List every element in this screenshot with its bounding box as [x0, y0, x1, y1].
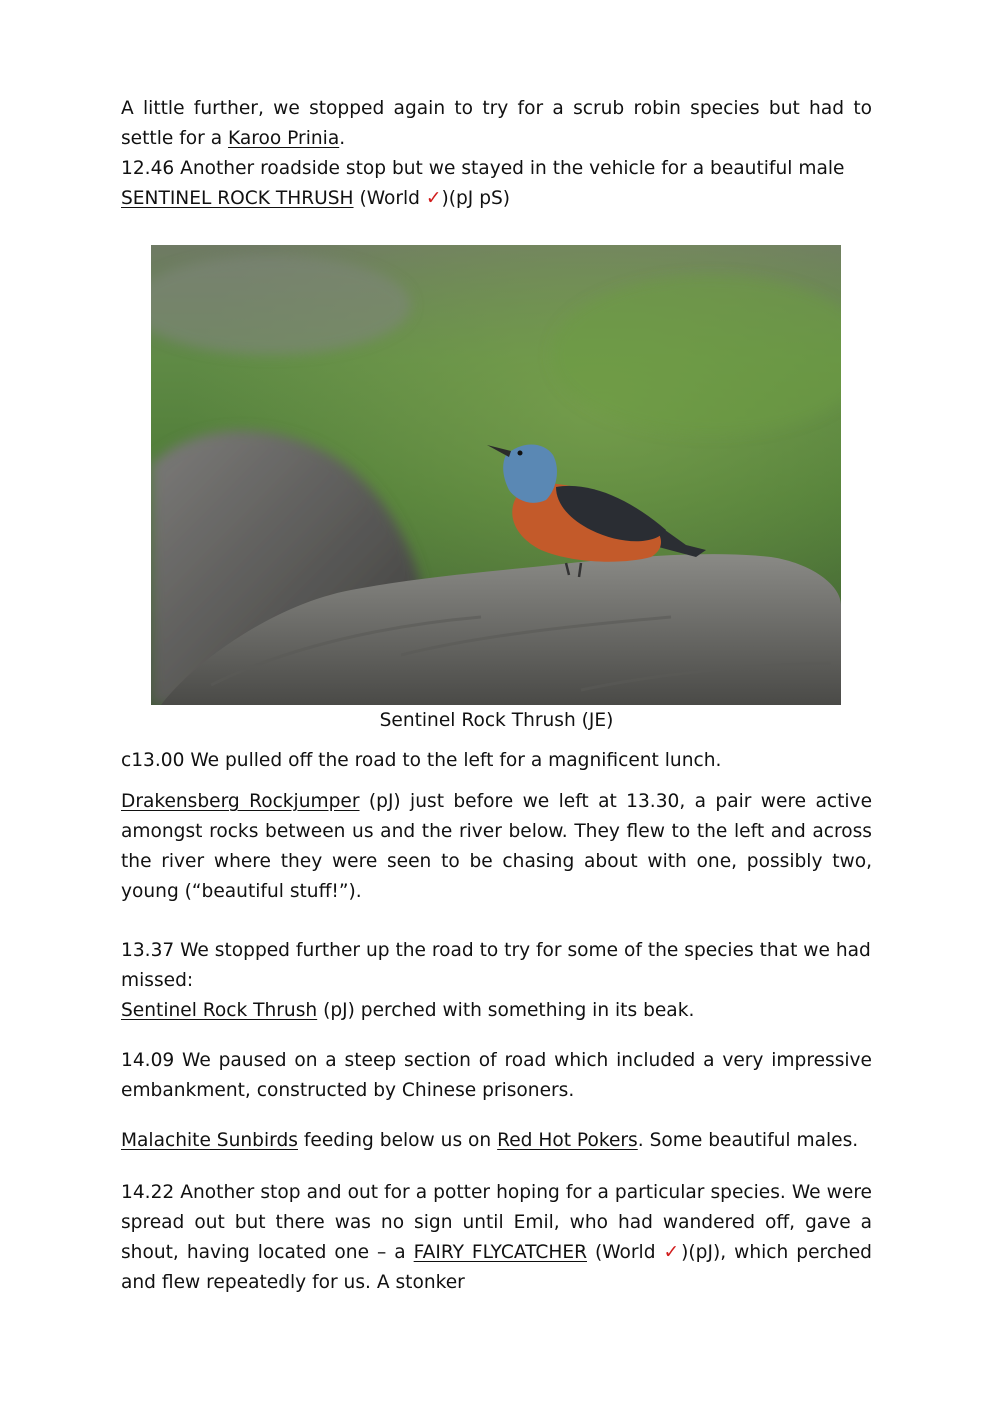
text: feeding below us on [297, 1130, 498, 1151]
species-link-malachite-sunbirds[interactable]: Malachite Sunbirds [121, 1130, 298, 1151]
checkmark-icon: ✓ [425, 188, 442, 209]
text: . Some beautiful males. [637, 1130, 859, 1151]
paragraph-rockjumper [121, 787, 872, 907]
text: (World [353, 188, 426, 209]
text: 13.37 We stopped further up the road to try for some of the species that we had missed: [121, 940, 871, 991]
text: . [339, 128, 346, 149]
text: )(pJ), which perched and flew repeatedly for us. A stonker [121, 1242, 872, 1293]
species-link-karoo-prinia[interactable]: Karoo Prinia [228, 128, 340, 149]
species-link-sentinel-rock-thrush-2[interactable]: Sentinel Rock Thrush [121, 1000, 318, 1021]
paragraph-fairy-flycatcher [121, 1178, 872, 1298]
text: A little further, we stopped again to try for a scrub robin species but had to settle for a [121, 98, 872, 149]
bird-photo [151, 245, 841, 705]
photo-caption: Sentinel Rock Thrush (JE) [379, 710, 614, 731]
paragraph-further-up-road [121, 936, 872, 1026]
paragraph-lunch: c13.00 We pulled off the road to the left for a magnificent lunch. [121, 750, 722, 771]
text: (pJ) just before we left at 13.30, a pair were active amongst rocks between us and the river below. They flew to the left and across the river where they were seen to be chasing about with one, possibly two, young (“beautiful stuff!”). [121, 791, 873, 902]
paragraph-sunbirds [121, 1126, 872, 1156]
text: 12.46 Another roadside stop but we stayed in the vehicle for a beautiful male [121, 158, 845, 179]
plant-link-red-hot-pokers[interactable]: Red Hot Pokers [497, 1130, 638, 1151]
paragraph-embankment: 14.09 We paused on a steep section of road which included a very impressive embankment, constructed by Chinese prisoners. [121, 1050, 872, 1101]
text: (World [587, 1242, 664, 1263]
text: (pJ) perched with something in its beak. [317, 1000, 695, 1021]
checkmark-icon: ✓ [663, 1242, 682, 1263]
text: 14.22 Another stop and out for a potter hoping for a particular species. We were spread out but there was no sign until Emil, who had wandered off, gave a shout, having located one – a [121, 1182, 872, 1263]
paragraph-karoo-prinia [121, 94, 872, 154]
text: )(pJ pS) [441, 188, 511, 209]
paragraph-sentinel-rock-thrush [121, 154, 872, 214]
species-link-drakensberg-rockjumper[interactable]: Drakensberg Rockjumper [121, 791, 360, 812]
species-link-fairy-flycatcher[interactable]: FAIRY FLYCATCHER [413, 1242, 587, 1263]
species-link-sentinel-rock-thrush[interactable]: SENTINEL ROCK THRUSH [121, 188, 354, 209]
